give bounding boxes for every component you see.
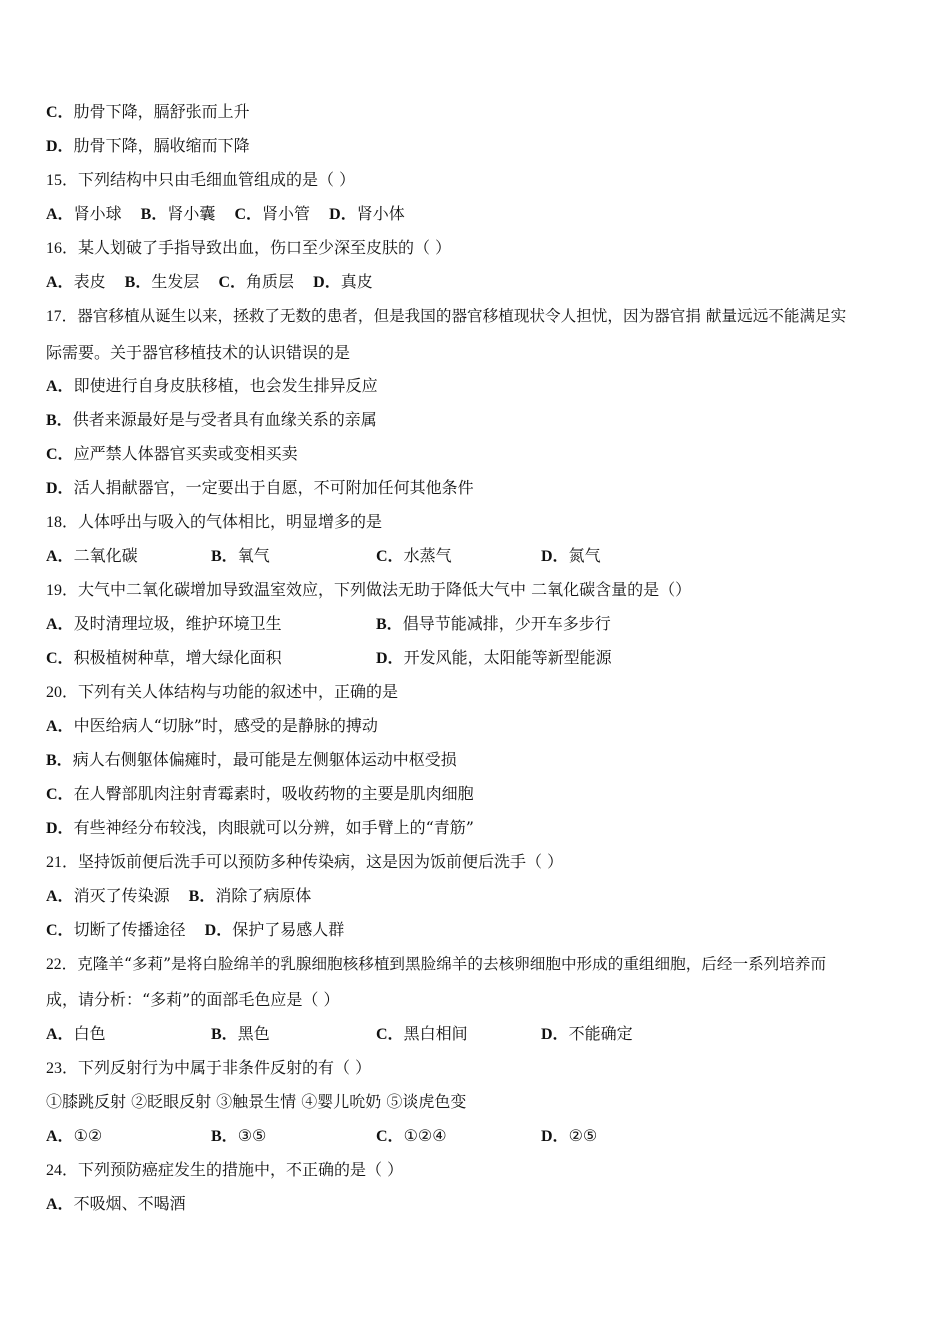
option-row bbox=[46, 920, 344, 941]
question-text: 下列反射行为中属于非条件反射的有（ ） bbox=[78, 1058, 372, 1077]
question-stem bbox=[46, 170, 355, 191]
option-text: 积极植树种草，增大绿化面积 bbox=[73, 648, 282, 667]
option-row bbox=[46, 272, 373, 293]
option-row bbox=[46, 886, 311, 907]
question-number: 24． bbox=[46, 1162, 79, 1179]
option-text: 肾小管 bbox=[262, 204, 311, 223]
question-stem bbox=[46, 682, 398, 703]
option-b bbox=[211, 546, 270, 567]
option-label: D． bbox=[329, 206, 357, 223]
option-row bbox=[46, 376, 378, 397]
option-text: 活人捐献器官，一定要出于自愿，不可附加任何其他条件 bbox=[73, 478, 474, 497]
option-text: 氧气 bbox=[237, 546, 270, 565]
question-number: 22． bbox=[46, 956, 78, 973]
option-text: 有些神经分布较浅，肉眼就可以分辨，如手臂上的“青筋” bbox=[73, 818, 474, 837]
option-label: D． bbox=[46, 480, 74, 497]
question-text: 下列预防癌症发生的措施中，不正确的是（ ） bbox=[78, 1160, 404, 1179]
option-c bbox=[376, 1126, 447, 1147]
option-text: 角质层 bbox=[246, 272, 295, 291]
option-text: 开发风能，太阳能等新型能源 bbox=[403, 648, 612, 667]
option-text: 肾小体 bbox=[356, 204, 405, 223]
option-c bbox=[376, 546, 452, 567]
option-b bbox=[211, 1126, 266, 1147]
option-label: C． bbox=[46, 786, 74, 803]
option-row bbox=[46, 784, 474, 805]
question-number: 18． bbox=[46, 514, 79, 531]
option-a bbox=[46, 546, 138, 567]
question-text: 克隆羊“多莉”是将白脸绵羊的乳腺细胞核移植到黑脸绵羊的去核卵细胞中形成的重组细胞，后经一系列培养而 bbox=[77, 955, 827, 973]
option-text: 中医给病人“切脉”时，感受的是静脉的搏动 bbox=[73, 716, 378, 735]
question-stem-continued bbox=[46, 990, 339, 1010]
question-text: 大气中二氧化碳增加导致温室效应，下列做法无助于降低大气中 二氧化碳含量的是（） bbox=[78, 580, 692, 599]
option-label: A． bbox=[46, 616, 74, 633]
option-label: B． bbox=[46, 752, 73, 769]
question-stem bbox=[46, 306, 846, 327]
option-label: C． bbox=[46, 446, 74, 463]
option-text: 切断了传播途径 bbox=[73, 920, 186, 939]
question-stem bbox=[46, 852, 563, 873]
option-label: C． bbox=[218, 274, 247, 291]
option-b bbox=[376, 614, 611, 635]
option-text: 肋骨下降，膈舒张而上升 bbox=[73, 102, 250, 121]
option-label: B． bbox=[376, 616, 403, 633]
option-text: 肾小球 bbox=[73, 204, 122, 223]
option-row bbox=[46, 1024, 906, 1044]
option-text: 不能确定 bbox=[568, 1024, 633, 1043]
option-text: 供者来源最好是与受者具有血缘关系的亲属 bbox=[72, 410, 377, 429]
option-text: 倡导节能减排，少开车多步行 bbox=[402, 614, 611, 633]
option-label: A． bbox=[46, 1196, 74, 1213]
option-text: 不吸烟、不喝酒 bbox=[73, 1194, 186, 1213]
option-text: 应严禁人体器官买卖或变相买卖 bbox=[73, 444, 298, 463]
option-label: D． bbox=[46, 138, 74, 155]
question-stem bbox=[46, 238, 451, 259]
question-stem bbox=[46, 1058, 371, 1079]
option-label: A． bbox=[46, 548, 74, 565]
option-label: B． bbox=[211, 548, 238, 565]
option-text: 生发层 bbox=[151, 272, 200, 291]
option-row bbox=[46, 1194, 186, 1215]
option-label: B． bbox=[140, 206, 168, 223]
option-row bbox=[46, 410, 377, 431]
option-text: 黑色 bbox=[237, 1024, 270, 1043]
question-stem bbox=[46, 954, 826, 975]
option-d bbox=[376, 648, 612, 669]
question-number: 15． bbox=[46, 172, 79, 189]
option-a bbox=[46, 1024, 106, 1045]
option-label: D． bbox=[204, 922, 233, 939]
option-label: C． bbox=[46, 922, 74, 939]
option-label: A． bbox=[46, 206, 74, 223]
question-text: 器官移植从诞生以来，拯救了无数的患者，但是我国的器官移植现状令人担忧，因为器官捐 献量远远不能满足实 bbox=[77, 307, 847, 325]
question-number: 17． bbox=[46, 308, 78, 325]
option-label: B． bbox=[124, 274, 152, 291]
option-label: B． bbox=[188, 888, 216, 905]
question-text: 某人划破了手指导致出血，伤口至少深至皮肤的（ ） bbox=[78, 238, 452, 257]
option-label: C． bbox=[376, 1128, 404, 1145]
question-stem bbox=[46, 1160, 403, 1181]
option-text: 消灭了传染源 bbox=[73, 886, 170, 905]
question-text: 坚持饭前便后洗手可以预防多种传染病，这是因为饭前便后洗手（ ） bbox=[78, 852, 564, 871]
option-row bbox=[46, 136, 250, 157]
option-text: ①② bbox=[73, 1126, 103, 1145]
option-row bbox=[46, 648, 906, 668]
option-row bbox=[46, 444, 298, 465]
option-text: 白色 bbox=[73, 1024, 106, 1043]
question-text: 际需要。关于器官移植技术的认识错误的是 bbox=[46, 343, 351, 362]
option-row bbox=[46, 204, 405, 225]
option-d bbox=[541, 546, 601, 567]
question-number: 20． bbox=[46, 684, 79, 701]
option-label: D． bbox=[313, 274, 341, 291]
option-text: ③⑤ bbox=[237, 1126, 267, 1145]
option-a bbox=[46, 614, 282, 635]
option-text: 水蒸气 bbox=[403, 546, 452, 565]
option-text: 即使进行自身皮肤移植，也会发生排异反应 bbox=[73, 376, 378, 395]
option-label: C． bbox=[376, 548, 404, 565]
option-label: B． bbox=[211, 1128, 238, 1145]
option-label: A． bbox=[46, 378, 74, 395]
option-label: D． bbox=[376, 650, 404, 667]
option-row bbox=[46, 1126, 906, 1146]
option-text: ②⑤ bbox=[568, 1126, 598, 1145]
option-row bbox=[46, 750, 457, 771]
option-label: A． bbox=[46, 888, 74, 905]
option-label: A． bbox=[46, 718, 74, 735]
option-label: A． bbox=[46, 274, 74, 291]
option-text: 二氧化碳 bbox=[73, 546, 138, 565]
option-row bbox=[46, 716, 378, 737]
option-label: D． bbox=[541, 1026, 569, 1043]
question-number: 23． bbox=[46, 1060, 79, 1077]
option-text: 氮气 bbox=[568, 546, 601, 565]
option-row bbox=[46, 478, 474, 499]
question-number: 19． bbox=[46, 582, 79, 599]
option-a bbox=[46, 1126, 102, 1147]
question-text: 人体呼出与吸入的气体相比，明显增多的是 bbox=[78, 512, 383, 531]
option-text: 肋骨下降，膈收缩而下降 bbox=[73, 136, 250, 155]
question-text: 下列结构中只由毛细血管组成的是（ ） bbox=[78, 170, 356, 189]
option-label: B． bbox=[211, 1026, 238, 1043]
option-text: 表皮 bbox=[73, 272, 106, 291]
option-label: D． bbox=[541, 548, 569, 565]
question-stem bbox=[46, 512, 382, 533]
option-label: C． bbox=[46, 650, 74, 667]
option-label: A． bbox=[46, 1026, 74, 1043]
option-b bbox=[211, 1024, 270, 1045]
reflex-items-list: ①膝跳反射 ②眨眼反射 ③触景生情 ④婴儿吮奶 ⑤谈虎色变 bbox=[46, 1092, 467, 1111]
option-text: 及时清理垃圾，维护环境卫生 bbox=[73, 614, 282, 633]
option-d bbox=[541, 1024, 633, 1045]
option-row bbox=[46, 614, 906, 634]
option-row bbox=[46, 102, 250, 123]
option-label: C． bbox=[376, 1026, 404, 1043]
option-text: 真皮 bbox=[340, 272, 373, 291]
option-label: A． bbox=[46, 1128, 74, 1145]
option-label: C． bbox=[46, 104, 74, 121]
question-stem-continued bbox=[46, 343, 350, 363]
question-number: 21． bbox=[46, 854, 79, 871]
option-text: 保护了易感人群 bbox=[232, 920, 345, 939]
option-c bbox=[46, 648, 282, 669]
option-d bbox=[541, 1126, 597, 1147]
option-row bbox=[46, 818, 474, 839]
question-number: 16． bbox=[46, 240, 79, 257]
option-text: 肾小囊 bbox=[167, 204, 216, 223]
option-text: ①②④ bbox=[403, 1126, 447, 1145]
question-stem bbox=[46, 580, 691, 601]
option-text: 病人右侧躯体偏瘫时，最可能是左侧躯体运动中枢受损 bbox=[72, 750, 457, 769]
option-label: B． bbox=[46, 412, 73, 429]
option-label: D． bbox=[541, 1128, 569, 1145]
question-items bbox=[46, 1092, 466, 1112]
option-label: D． bbox=[46, 820, 74, 837]
option-text: 消除了病原体 bbox=[215, 886, 312, 905]
question-text: 成，请分析：“多莉”的面部毛色应是（ ） bbox=[46, 990, 340, 1009]
option-text: 黑白相间 bbox=[403, 1024, 468, 1043]
question-text: 下列有关人体结构与功能的叙述中，正确的是 bbox=[78, 682, 399, 701]
option-text: 在人臀部肌肉注射青霉素时，吸收药物的主要是肌肉细胞 bbox=[73, 784, 474, 803]
option-c bbox=[376, 1024, 468, 1045]
option-row bbox=[46, 546, 906, 566]
option-label: C． bbox=[234, 206, 263, 223]
